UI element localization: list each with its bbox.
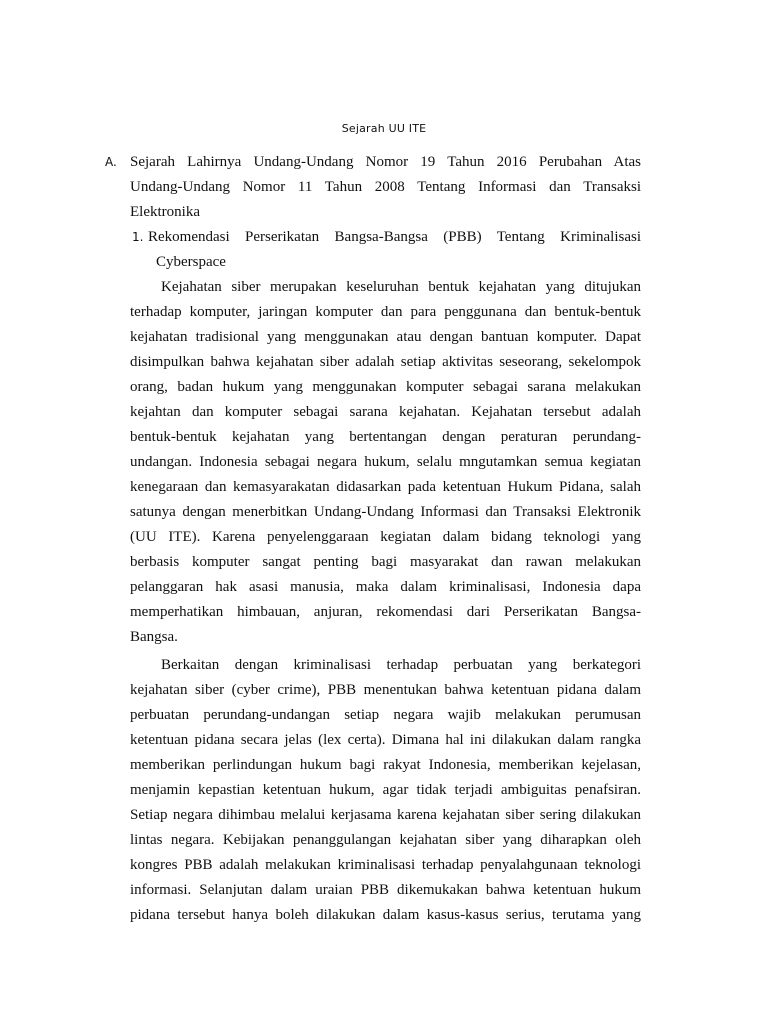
section-a-heading [130,150,641,225]
paragraph-line: Berkaitan dengan kriminalisasi terhadap perbuatan yang berkategori [161,657,641,673]
paragraph-line: Kejahatan siber merupakan keseluruhan bentuk kejahatan yang ditujukan [161,279,641,295]
paragraph-line: kejahatan siber (cyber crime), PBB menentukan bahwa ketentuan pidana dalam [130,682,641,698]
paragraph-2 [130,653,641,928]
paragraph-line: undangan. Indonesia sebagai negara hukum, selalu mngutamkan semua kegiatan [130,454,641,470]
paragraph-line: orang, badan hukum yang menggunakan komputer sebagai sarana melakukan [130,379,641,395]
paragraph-line: terhadap komputer, jaringan komputer dan para penggunana dan bentuk-bentuk [130,304,641,320]
section-a-heading-line: Undang-Undang Nomor 11 Tahun 2008 Tentang Informasi dan Transaksi [130,179,641,195]
paragraph-line: menjamin kepastian ketentuan hukum, agar tidak terjadi ambiguitas penafsiran. [130,782,641,798]
paragraph-line: pidana tersebut hanya boleh dilakukan dalam kasus-kasus serius, terutama yang [130,907,641,923]
paragraph-line: kenegaraan dan kemasyarakatan didasarkan pada ketentuan Hukum Pidana, salah [130,479,641,495]
paragraph-line: ketentuan pidana secara jelas (lex certa). Dimana hal ini dilakukan dalam rangka [130,732,641,748]
paragraph-line: kejahatan tradisional yang menggunakan atau dengan bantuan komputer. Dapat [130,329,641,345]
paragraph-line: berbasis komputer sangat penting bagi masyarakat dan rawan melakukan [130,554,641,570]
paragraph-1 [130,275,641,650]
paragraph-line: bentuk-bentuk kejahatan yang bertentangan dengan peraturan perundang- [130,429,641,445]
paragraph-line: Setiap negara dihimbau melalui kerjasama karena kejahatan siber sering dilakukan [130,807,641,823]
paragraph-line: pelanggaran hak asasi manusia, maka dalam kriminalisasi, Indonesia dapa [130,579,641,595]
section-1-heading-line: Rekomendasi Perserikatan Bangsa-Bangsa (PBB) Tentang Kriminalisasi [148,229,641,245]
paragraph-line: Bangsa. [130,629,178,645]
paragraph-line: (UU ITE). Karena penyelenggaraan kegiatan dalam bidang teknologi yang [130,529,641,545]
paragraph-line: satunya dengan menerbitkan Undang-Undang Informasi dan Transaksi Elektronik [130,504,641,520]
paragraph-line: kejahtan dan komputer sebagai sarana kejahatan. Kejahatan tersebut adalah [130,404,641,420]
section-1-heading-line: Cyberspace [156,254,226,270]
paragraph-line: disimpulkan bahwa kejahatan siber adalah setiap aktivitas seseorang, sekelompok [130,354,641,370]
paragraph-line: lintas negara. Kebijakan penanggulangan kejahatan siber yang diharapkan oleh [130,832,641,848]
section-1-marker: 1. [132,230,144,244]
paragraph-line: memberikan perlindungan hukum bagi rakyat Indonesia, memberikan kejelasan, [130,757,641,773]
paragraph-line: kongres PBB adalah melakukan kriminalisasi terhadap penyalahgunaan teknologi [130,857,641,873]
paragraph-line: perbuatan perundang-undangan setiap negara wajib melakukan perumusan [130,707,641,723]
section-a-heading-line: Sejarah Lahirnya Undang-Undang Nomor 19 Tahun 2016 Perubahan Atas [130,154,641,170]
section-a-heading-line: Elektronika [130,204,200,220]
section-1-heading [148,225,641,275]
section-a-marker: A. [105,155,117,169]
paragraph-line: memperhatikan himbauan, anjuran, rekomendasi dari Perserikatan Bangsa- [130,604,641,620]
paragraph-line: informasi. Selanjutan dalam uraian PBB dikemukakan bahwa ketentuan hukum [130,882,641,898]
document-title: Sejarah UU ITE [341,122,427,135]
